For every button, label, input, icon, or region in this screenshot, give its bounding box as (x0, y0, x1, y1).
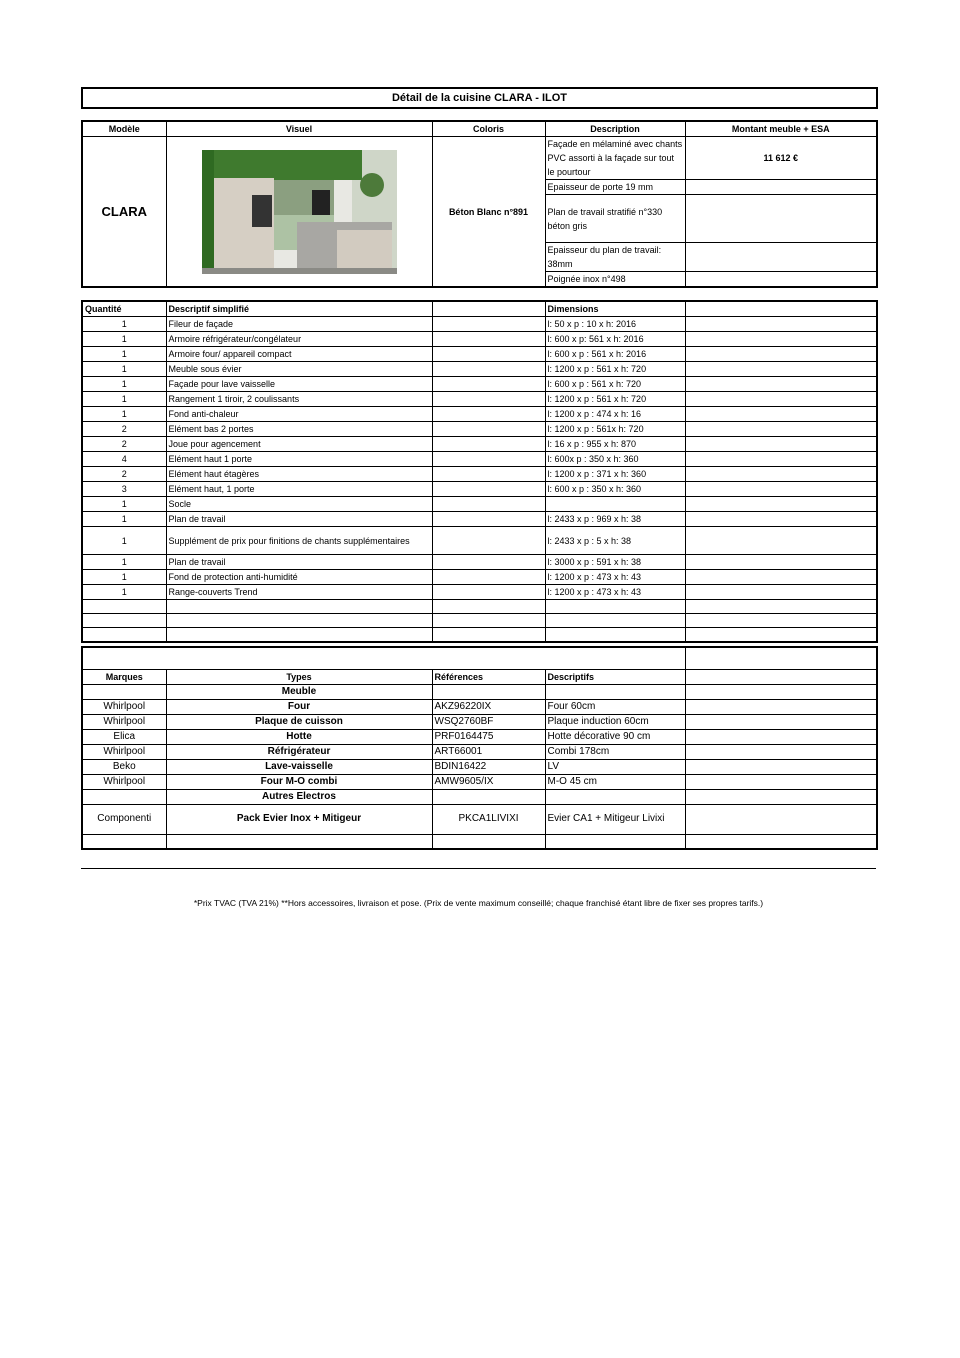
header-visuel: Visuel (166, 121, 432, 137)
item-description: Armoire réfrigérateur/congélateur (166, 332, 432, 347)
item-description: Fond anti-chaleur (166, 407, 432, 422)
item-empty (432, 422, 545, 437)
item-description: Plan de travail (166, 555, 432, 570)
item-quantity: 1 (82, 585, 166, 600)
appliance-brand (82, 789, 166, 804)
appliance-empty (685, 699, 877, 714)
item-dimensions: l: 2433 x p : 5 x h: 38 (545, 527, 685, 555)
price-empty-5 (685, 272, 877, 288)
appliance-reference: BDIN16422 (432, 759, 545, 774)
item-empty-right (685, 570, 877, 585)
item-quantity: 1 (82, 332, 166, 347)
item-empty-right (685, 392, 877, 407)
table-row (82, 482, 877, 497)
item-empty-right (685, 482, 877, 497)
table-row (82, 407, 877, 422)
header-empty-2 (685, 301, 877, 317)
appliance-description: Combi 178cm (545, 744, 685, 759)
item-dimensions (545, 628, 685, 642)
item-quantity: 1 (82, 407, 166, 422)
visual-cell (166, 137, 432, 288)
table-row (82, 759, 877, 774)
appliance-brand: Whirlpool (82, 774, 166, 789)
item-empty-right (685, 467, 877, 482)
item-empty-right (685, 614, 877, 628)
item-quantity: 1 (82, 497, 166, 512)
item-dimensions: l: 1200 x p : 473 x h: 43 (545, 585, 685, 600)
appliance-brand: Beko (82, 759, 166, 774)
item-empty (432, 585, 545, 600)
appliance-description (545, 834, 685, 849)
table-row (82, 527, 877, 555)
appliance-reference: AMW9605/IX (432, 774, 545, 789)
description-1: Façade en mélaminé avec chants PVC assorti à la façade sur tout le pourtour (545, 137, 685, 180)
item-quantity: 1 (82, 392, 166, 407)
item-description: Fileur de façade (166, 317, 432, 332)
item-quantity: 1 (82, 317, 166, 332)
appliance-reference (432, 834, 545, 849)
item-empty-right (685, 347, 877, 362)
table-row (82, 347, 877, 362)
appliance-description: Plaque induction 60cm (545, 714, 685, 729)
appliance-type: Four M-O combi (166, 774, 432, 789)
item-empty-right (685, 628, 877, 642)
appliance-type: Réfrigérateur (166, 744, 432, 759)
item-dimensions: l: 3000 x p : 591 x h: 38 (545, 555, 685, 570)
appliance-brand (82, 684, 166, 699)
item-dimensions: l: 600 x p : 561 x h: 2016 (545, 347, 685, 362)
item-empty (432, 332, 545, 347)
item-dimensions (545, 497, 685, 512)
appliance-type: Autres Electros (166, 789, 432, 804)
item-description: Fond de protection anti-humidité (166, 570, 432, 585)
item-dimensions: l: 1200 x p : 561 x h: 720 (545, 362, 685, 377)
appliance-empty (685, 789, 877, 804)
appliance-brand: Componenti (82, 804, 166, 834)
item-description: Plan de travail (166, 512, 432, 527)
item-description: Range-couverts Trend (166, 585, 432, 600)
appliance-empty (685, 804, 877, 834)
table-row (82, 512, 877, 527)
appliance-description: M-O 45 cm (545, 774, 685, 789)
appliance-empty (685, 759, 877, 774)
item-dimensions (545, 614, 685, 628)
item-dimensions: l: 16 x p : 955 x h: 870 (545, 437, 685, 452)
item-empty (432, 467, 545, 482)
table-row (82, 614, 877, 628)
appliance-reference: PRF0164475 (432, 729, 545, 744)
appliance-empty (685, 729, 877, 744)
table-row (82, 497, 877, 512)
header-marques: Marques (82, 669, 166, 684)
item-empty-right (685, 555, 877, 570)
appliance-reference: AKZ96220IX (432, 699, 545, 714)
item-description (166, 614, 432, 628)
appliance-brand: Elica (82, 729, 166, 744)
item-empty (432, 392, 545, 407)
appliance-type: Four (166, 699, 432, 714)
item-quantity: 1 (82, 570, 166, 585)
item-empty-right (685, 600, 877, 614)
item-dimensions: l: 2433 x p : 969 x h: 38 (545, 512, 685, 527)
item-dimensions: l: 50 x p : 10 x h: 2016 (545, 317, 685, 332)
item-dimensions: l: 1200 x p : 371 x h: 360 (545, 467, 685, 482)
appliances-table (81, 646, 878, 850)
item-description: Joue pour agencement (166, 437, 432, 452)
appliance-brand (82, 834, 166, 849)
appliance-type: Meuble (166, 684, 432, 699)
item-description: Elément haut étagères (166, 467, 432, 482)
header-dimensions: Dimensions (545, 301, 685, 317)
item-empty-right (685, 317, 877, 332)
item-description: Rangement 1 tiroir, 2 coulissants (166, 392, 432, 407)
item-empty-right (685, 512, 877, 527)
table-row (82, 600, 877, 614)
table-row (82, 834, 877, 849)
item-description: Meuble sous évier (166, 362, 432, 377)
table-row (82, 628, 877, 642)
item-empty-right (685, 422, 877, 437)
item-empty-right (685, 585, 877, 600)
appliance-type: Plaque de cuisson (166, 714, 432, 729)
table-row (82, 452, 877, 467)
item-empty (432, 452, 545, 467)
header-coloris: Coloris (432, 121, 545, 137)
table-row (82, 467, 877, 482)
price-value: 11 612 € (685, 137, 877, 180)
appliance-empty (685, 774, 877, 789)
item-empty (432, 555, 545, 570)
item-empty (432, 600, 545, 614)
appliance-description (545, 684, 685, 699)
header-quantite: Quantité (82, 301, 166, 317)
appliance-reference (432, 789, 545, 804)
item-empty (432, 527, 545, 555)
appliance-description: Four 60cm (545, 699, 685, 714)
item-empty-right (685, 497, 877, 512)
price-empty-3 (685, 195, 877, 243)
item-dimensions: l: 600x p : 350 x h: 360 (545, 452, 685, 467)
item-description: Elément bas 2 portes (166, 422, 432, 437)
table-row (82, 570, 877, 585)
item-description: Elément haut, 1 porte (166, 482, 432, 497)
item-quantity: 2 (82, 422, 166, 437)
appliance-reference: WSQ2760BF (432, 714, 545, 729)
item-empty (432, 614, 545, 628)
table-row (82, 804, 877, 834)
appliance-brand: Whirlpool (82, 699, 166, 714)
header-empty-3 (685, 669, 877, 684)
description-4: Epaisseur du plan de travail: 38mm (545, 243, 685, 272)
item-quantity: 1 (82, 362, 166, 377)
description-5: Poignée inox n°498 (545, 272, 685, 288)
appliance-description: Evier CA1 + Mitigeur Livixi (545, 804, 685, 834)
item-quantity: 3 (82, 482, 166, 497)
item-quantity: 1 (82, 347, 166, 362)
appliance-brand: Whirlpool (82, 744, 166, 759)
model-table (81, 120, 878, 288)
appliance-reference: PKCA1LIVIXI (432, 804, 545, 834)
item-dimensions: l: 1200 x p : 473 x h: 43 (545, 570, 685, 585)
item-description: Supplément de prix pour finitions de chants supplémentaires (166, 527, 432, 555)
table-row (82, 774, 877, 789)
appliance-description: LV (545, 759, 685, 774)
table-row (82, 789, 877, 804)
table-row (82, 332, 877, 347)
header-modele: Modèle (82, 121, 166, 137)
items-table (81, 300, 878, 643)
item-dimensions (545, 600, 685, 614)
table-row (82, 585, 877, 600)
item-empty-right (685, 452, 877, 467)
table-row (82, 377, 877, 392)
price-empty-2 (685, 180, 877, 195)
item-dimensions: l: 1200 x p : 561 x h: 720 (545, 392, 685, 407)
appliance-empty (685, 714, 877, 729)
item-empty (432, 317, 545, 332)
appliance-description (545, 789, 685, 804)
item-description: Elément haut 1 porte (166, 452, 432, 467)
item-description: Armoire four/ appareil compact (166, 347, 432, 362)
table-row (82, 699, 877, 714)
item-empty-right (685, 407, 877, 422)
appliance-type: Hotte (166, 729, 432, 744)
item-description (166, 600, 432, 614)
item-quantity (82, 600, 166, 614)
header-descriptifs: Descriptifs (545, 669, 685, 684)
table-row (82, 392, 877, 407)
item-empty (432, 437, 545, 452)
appliance-type: Pack Evier Inox + Mitigeur (166, 804, 432, 834)
header-references: Références (432, 669, 545, 684)
appliances-spacer-right (685, 647, 877, 669)
footer-divider (81, 868, 876, 869)
item-quantity: 2 (82, 437, 166, 452)
item-empty (432, 362, 545, 377)
header-types: Types (166, 669, 432, 684)
item-empty (432, 628, 545, 642)
description-3: Plan de travail stratifié n°330 béton gris (545, 195, 685, 243)
item-empty (432, 407, 545, 422)
appliance-empty (685, 834, 877, 849)
item-dimensions: l: 600 x p : 350 x h: 360 (545, 482, 685, 497)
footnote: *Prix TVAC (TVA 21%) **Hors accessoires, livraison et pose. (Prix de vente maximum conseillé; chaque franchisé étant libre de fixer ses propres tarifs.) (193, 898, 764, 908)
item-quantity: 2 (82, 467, 166, 482)
item-quantity (82, 614, 166, 628)
item-quantity: 1 (82, 527, 166, 555)
item-description (166, 628, 432, 642)
table-row (82, 684, 877, 699)
appliance-type (166, 834, 432, 849)
appliance-empty (685, 744, 877, 759)
table-row (82, 744, 877, 759)
item-dimensions: l: 600 x p : 561 x h: 720 (545, 377, 685, 392)
kitchen-photo (202, 150, 397, 274)
table-row (82, 729, 877, 744)
appliance-type: Lave-vaisselle (166, 759, 432, 774)
appliances-spacer (82, 647, 685, 669)
item-quantity: 1 (82, 377, 166, 392)
appliance-brand: Whirlpool (82, 714, 166, 729)
item-empty-right (685, 377, 877, 392)
table-row (82, 362, 877, 377)
item-dimensions: l: 600 x p: 561 x h: 2016 (545, 332, 685, 347)
header-empty-1 (432, 301, 545, 317)
appliance-empty (685, 684, 877, 699)
table-row (82, 555, 877, 570)
description-2: Epaisseur de porte 19 mm (545, 180, 685, 195)
table-row (82, 437, 877, 452)
item-dimensions: l: 1200 x p : 561x h: 720 (545, 422, 685, 437)
price-empty-4 (685, 243, 877, 272)
item-quantity: 1 (82, 512, 166, 527)
page-title: Détail de la cuisine CLARA - ILOT (81, 87, 878, 109)
item-empty (432, 347, 545, 362)
item-description: Socle (166, 497, 432, 512)
item-empty (432, 570, 545, 585)
item-empty-right (685, 332, 877, 347)
item-quantity: 4 (82, 452, 166, 467)
appliance-reference: ART66001 (432, 744, 545, 759)
item-empty-right (685, 437, 877, 452)
appliance-description: Hotte décorative 90 cm (545, 729, 685, 744)
item-empty (432, 497, 545, 512)
header-montant: Montant meuble + ESA (685, 121, 877, 137)
table-row (82, 714, 877, 729)
item-dimensions: l: 1200 x p : 474 x h: 16 (545, 407, 685, 422)
item-empty-right (685, 527, 877, 555)
table-row (82, 422, 877, 437)
item-empty (432, 482, 545, 497)
color-value: Béton Blanc n°891 (432, 137, 545, 288)
header-descriptif: Descriptif simplifié (166, 301, 432, 317)
item-empty (432, 377, 545, 392)
header-description: Description (545, 121, 685, 137)
item-quantity: 1 (82, 555, 166, 570)
appliance-reference (432, 684, 545, 699)
table-row (82, 317, 877, 332)
item-empty-right (685, 362, 877, 377)
item-description: Façade pour lave vaisselle (166, 377, 432, 392)
model-name: CLARA (82, 137, 166, 288)
item-quantity (82, 628, 166, 642)
item-empty (432, 512, 545, 527)
